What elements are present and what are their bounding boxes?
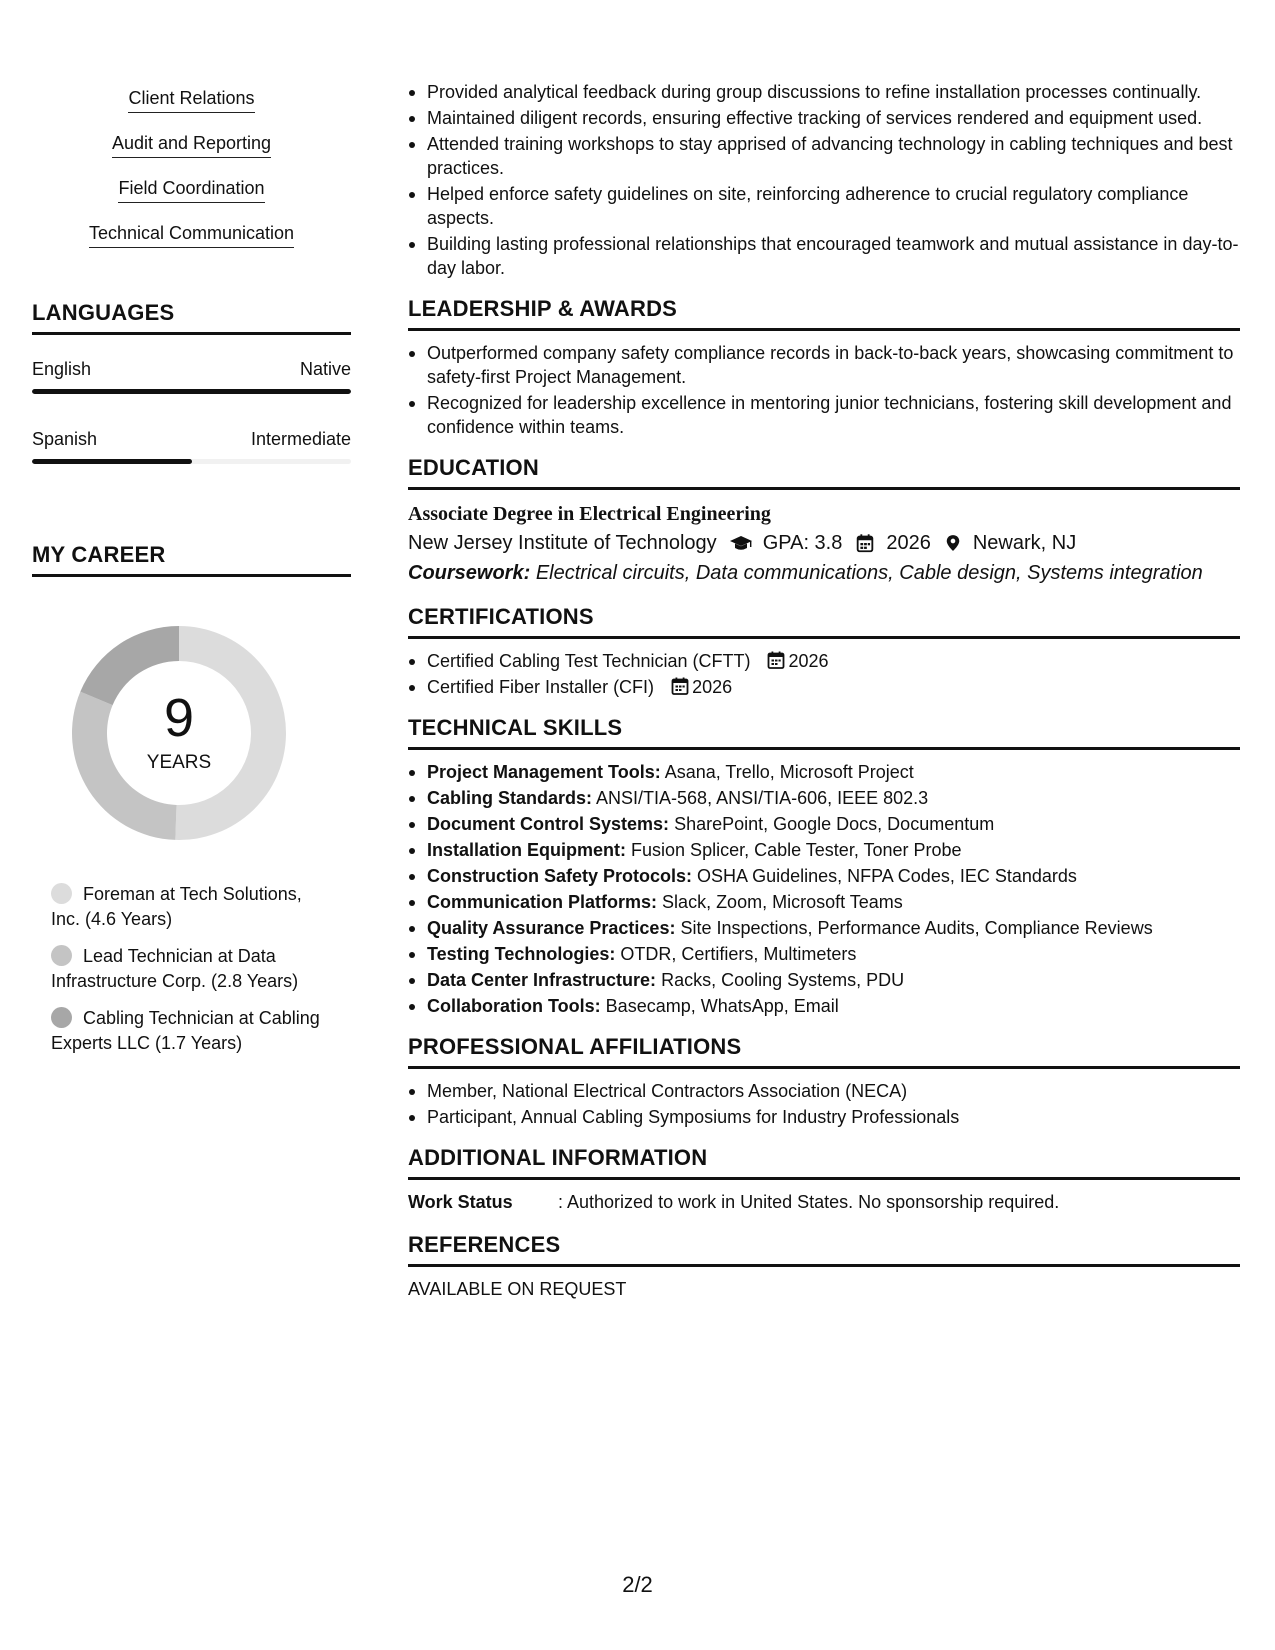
language-row-spanish <box>32 428 351 464</box>
list-item: Outperformed company safety compliance records in back-to-back years, showcasing commitment to safety-first Project Management. <box>408 341 1240 389</box>
skill-tag: Audit and Reporting <box>32 131 351 176</box>
graduation-cap-icon <box>729 533 753 553</box>
list-item: Helped enforce safety guidelines on site, reinforcing adherence to crucial regulatory compliance aspects. <box>408 182 1240 230</box>
list-item: Data Center Infrastructure: Racks, Cooling Systems, PDU <box>408 968 1240 992</box>
list-item: Quality Assurance Practices: Site Inspections, Performance Audits, Compliance Reviews <box>408 916 1240 940</box>
leadership-list <box>408 341 1240 439</box>
skill-tag: Field Coordination <box>32 176 351 221</box>
certification-item: Certified Cabling Test Technician (CFTT) 2026 <box>408 649 1240 673</box>
list-item: Provided analytical feedback during group discussions to refine installation processes continually. <box>408 80 1240 104</box>
language-bar-fill <box>32 389 351 394</box>
education-meta <box>408 528 1240 558</box>
language-level: Intermediate <box>250 429 351 449</box>
work-status-row <box>408 1190 1240 1214</box>
skill-tag: Client Relations <box>32 86 351 131</box>
gpa: GPA: 3.8 <box>762 532 843 554</box>
certification-year: 2026 <box>788 651 829 671</box>
language-name: English <box>32 359 92 379</box>
list-item: Installation Equipment: Fusion Splicer, Cable Tester, Toner Probe <box>408 838 1240 862</box>
work-status-label: Work Status <box>408 1192 513 1212</box>
skill-tag-list <box>32 86 351 266</box>
affiliations-heading: PROFESSIONAL AFFILIATIONS <box>408 1034 1240 1069</box>
career-dot-icon <box>51 883 72 904</box>
graduation-year: 2026 <box>886 532 931 554</box>
experience-bullets <box>408 80 1240 280</box>
technical-skills-list <box>408 760 1240 1018</box>
skill-tag: Technical Communication <box>32 221 351 266</box>
career-total-unit: YEARS <box>146 752 212 773</box>
career-dot-icon <box>51 1007 72 1028</box>
career-dot-icon <box>51 945 72 966</box>
career-legend-item: Cabling Technician at Cabling Experts LLC (1.7 Years) <box>51 1008 320 1053</box>
list-item: Recognized for leadership excellence in mentoring junior technicians, fostering skill development and confidence within teams. <box>408 391 1240 439</box>
career-donut-chart <box>64 618 294 848</box>
career-legend-item: Foreman at Tech Solutions, Inc. (4.6 Years) <box>51 884 302 929</box>
sidebar <box>32 0 351 1650</box>
career-legend-item: Lead Technician at Data Infrastructure Corp. (2.8 Years) <box>51 946 299 991</box>
main-content <box>408 80 1240 1301</box>
additional-info-heading: ADDITIONAL INFORMATION <box>408 1145 1240 1180</box>
list-item: Communication Platforms: Slack, Zoom, Microsoft Teams <box>408 890 1240 914</box>
coursework-label: Coursework: <box>408 562 531 584</box>
list-item: Project Management Tools: Asana, Trello, Microsoft Project <box>408 760 1240 784</box>
list-item: Maintained diligent records, ensuring effective tracking of services rendered and equipment used. <box>408 106 1240 130</box>
career-total-years: 9 <box>163 688 195 748</box>
affiliations-list <box>408 1079 1240 1129</box>
page-number: 2/2 <box>622 1572 653 1597</box>
education-heading: EDUCATION <box>408 455 1240 490</box>
references-text: AVAILABLE ON REQUEST <box>408 1279 627 1299</box>
calendar-icon <box>767 651 785 669</box>
calendar-icon <box>671 677 689 695</box>
language-name: Spanish <box>32 429 98 449</box>
coursework <box>408 558 1240 588</box>
technical-skills-heading: TECHNICAL SKILLS <box>408 715 1240 750</box>
certification-item: Certified Fiber Installer (CFI) 2026 <box>408 675 1240 699</box>
references-heading: REFERENCES <box>408 1232 1240 1267</box>
school-location: Newark, NJ <box>972 532 1077 554</box>
list-item: Testing Technologies: OTDR, Certifiers, Multimeters <box>408 942 1240 966</box>
list-item: Cabling Standards: ANSI/TIA-568, ANSI/TIA-606, IEEE 802.3 <box>408 786 1240 810</box>
career-legend <box>51 882 321 1068</box>
career-heading: MY CAREER <box>32 542 351 577</box>
certifications-heading: CERTIFICATIONS <box>408 604 1240 639</box>
school-name: New Jersey Institute of Technology <box>408 532 717 554</box>
education-entry <box>408 500 1240 588</box>
list-item: Member, National Electrical Contractors Association (NECA) <box>408 1079 1240 1103</box>
list-item: Building lasting professional relationships that encouraged teamwork and mutual assistance in day-to-day labor. <box>408 232 1240 280</box>
language-bar-fill <box>32 459 192 464</box>
language-bar <box>32 459 351 464</box>
list-item: Collaboration Tools: Basecamp, WhatsApp, Email <box>408 994 1240 1018</box>
list-item: Participant, Annual Cabling Symposiums for Industry Professionals <box>408 1105 1240 1129</box>
list-item: Document Control Systems: SharePoint, Google Docs, Documentum <box>408 812 1240 836</box>
languages-heading: LANGUAGES <box>32 300 351 335</box>
certification-year: 2026 <box>692 677 733 697</box>
language-level: Native <box>299 359 351 379</box>
degree-title: Associate Degree in Electrical Engineering <box>408 503 771 525</box>
list-item: Attended training workshops to stay apprised of advancing technology in cabling techniques and best practices. <box>408 132 1240 180</box>
map-pin-icon <box>943 533 963 553</box>
language-bar <box>32 389 351 394</box>
coursework-text: Electrical circuits, Data communications, Cable design, Systems integration <box>535 562 1203 584</box>
certifications-list <box>408 649 1240 699</box>
language-row-english <box>32 358 351 394</box>
work-status-value: : Authorized to work in United States. No sponsorship required. <box>558 1192 1060 1212</box>
leadership-heading: LEADERSHIP & AWARDS <box>408 296 1240 331</box>
list-item: Construction Safety Protocols: OSHA Guidelines, NFPA Codes, IEC Standards <box>408 864 1240 888</box>
calendar-icon <box>854 533 876 553</box>
